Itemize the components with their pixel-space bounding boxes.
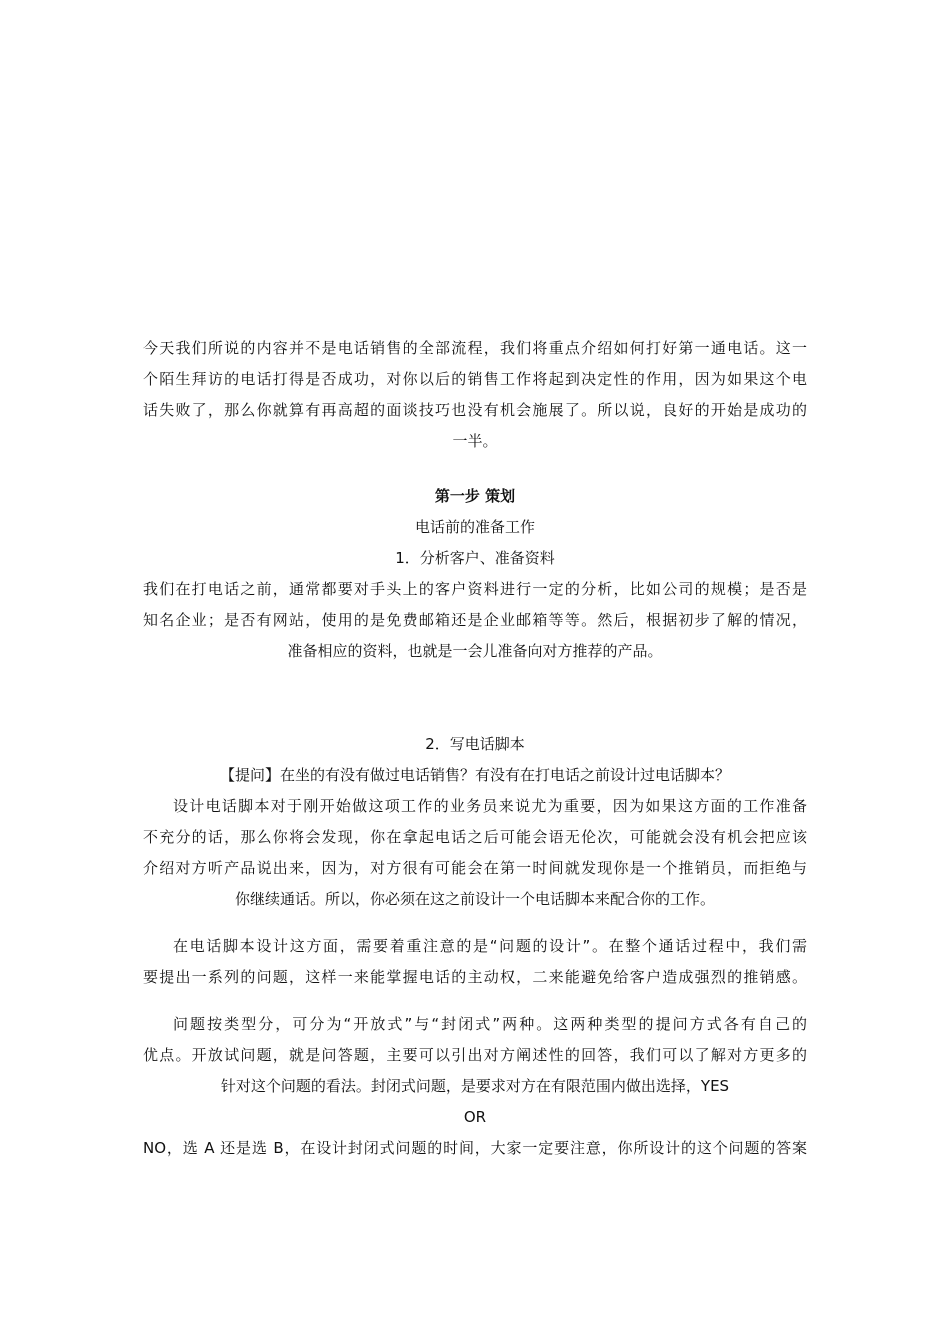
- question-design-paragraph: [143, 931, 807, 993]
- text-line: 要提出一系列的问题，这样一来能掌握电话的主动权，二来能避免给客户造成强烈的推销感。: [143, 968, 807, 986]
- question-types-paragraph: [143, 1009, 807, 1164]
- document-body: [143, 333, 807, 1164]
- text-line: 话失败了，那么你就算有再高超的面谈技巧也没有机会施展了。所以说，良好的开始是成功的: [143, 401, 807, 419]
- text-line: NO，选 A 还是选 B，在设计封闭式问题的时间，大家一定要注意，你所设计的这个问题的答案: [143, 1139, 807, 1157]
- text-line: 不充分的话，那么你将会发现，你在拿起电话之后可能会语无伦次，可能就会没有机会把应该: [143, 828, 807, 846]
- item-heading-2: 2．写电话脚本: [425, 735, 525, 753]
- text-line: 设计电话脚本对于刚开始做这项工作的业务员来说尤为重要，因为如果这方面的工作准备: [173, 797, 807, 815]
- text-line: 问题按类型分，可分为“开放式”与“封闭式”两种。这两种类型的提问方式各有自己的: [173, 1015, 807, 1033]
- text-line: 准备相应的资料，也就是一会儿准备向对方推荐的产品。: [287, 642, 663, 660]
- item-heading-1: 1．分析客户、准备资料: [395, 549, 555, 567]
- text-line: 一半。: [452, 432, 498, 450]
- text-line: 知名企业；是否有网站，使用的是免费邮箱还是企业邮箱等等。然后，根据初步了解的情况，: [143, 611, 807, 629]
- text-line: 我们在打电话之前，通常都要对手头上的客户资料进行一定的分析，比如公司的规模；是否是: [143, 580, 807, 598]
- script-paragraph: [143, 791, 807, 915]
- text-line: 你继续通话。所以，你必须在这之前设计一个电话脚本来配合你的工作。: [234, 890, 715, 908]
- text-line: 介绍对方听产品说出来，因为，对方很有可能会在第一时间就发现你是一个推销员，而拒绝与: [143, 859, 807, 877]
- analysis-paragraph: [143, 574, 807, 667]
- section-heading: 第一步 策划: [434, 487, 516, 505]
- question-line: 【提问】在坐的有没有做过电话销售？有没有在打电话之前设计过电话脚本？: [219, 766, 730, 784]
- text-line: 今天我们所说的内容并不是电话销售的全部流程，我们将重点介绍如何打好第一通电话。这一: [143, 339, 807, 357]
- text-line: 针对这个问题的看法。封闭式问题，是要求对方在有限范围内做出选择，YES: [220, 1077, 730, 1095]
- text-line: OR: [463, 1108, 487, 1126]
- intro-paragraph: [143, 333, 807, 457]
- text-line: 个陌生拜访的电话打得是否成功，对你以后的销售工作将起到决定性的作用，因为如果这个电: [143, 370, 807, 388]
- text-line: 优点。开放试问题，就是问答题，主要可以引出对方阐述性的回答，我们可以了解对方更多的: [143, 1046, 807, 1064]
- text-line: 在电话脚本设计这方面，需要着重注意的是“问题的设计”。在整个通话过程中，我们需: [173, 937, 807, 955]
- section-subtitle: 电话前的准备工作: [414, 518, 535, 536]
